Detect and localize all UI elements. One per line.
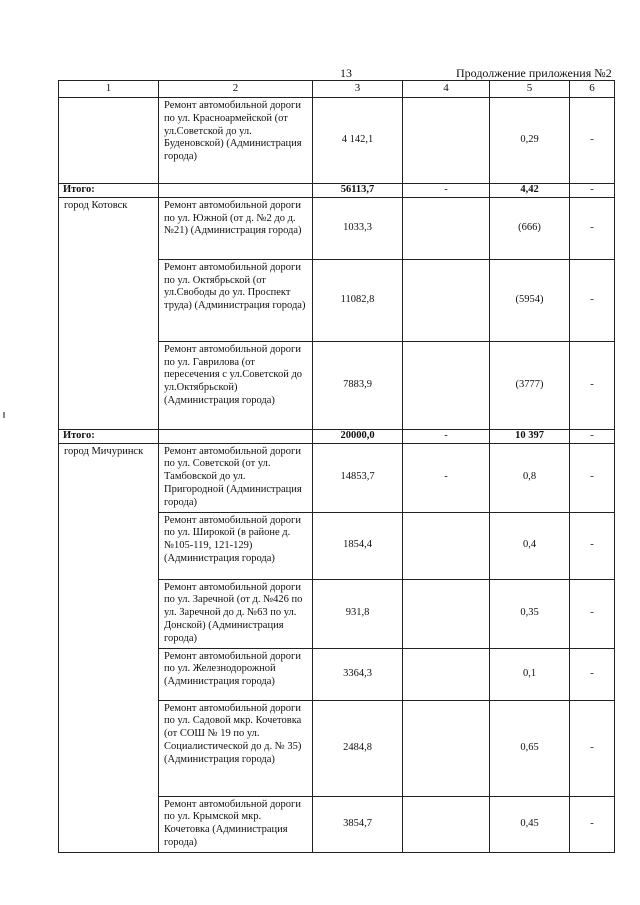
- road-name-cell: Ремонт автомобильной дороги по ул. Крымской мкр. Кочетовка (Администрация города): [159, 796, 313, 852]
- length-cell: 0,1: [490, 648, 570, 700]
- column-4-cell: [403, 648, 490, 700]
- cost-cell: 2484,8: [313, 700, 403, 796]
- column-header-row: [59, 81, 615, 98]
- column-4-cell: [403, 259, 490, 341]
- length-cell: 0,29: [490, 98, 570, 184]
- column-4-cell: [403, 796, 490, 852]
- cost-cell: 14853,7: [313, 443, 403, 512]
- road-name-cell: Ремонт автомобильной дороги по ул. Садовой мкр. Кочетовка (от СОШ № 19 по ул. Социалистической до д. № 35) (Администрация города): [159, 700, 313, 796]
- road-name-cell: Ремонт автомобильной дороги по ул. Широкой (в районе д. №105-119, 121-129) (Администрация города): [159, 512, 313, 579]
- length-cell: 0,4: [490, 512, 570, 579]
- column-6-cell: -: [570, 197, 615, 259]
- table-row: [59, 443, 615, 512]
- total-column-6: -: [570, 429, 615, 443]
- total-label: Итого:: [59, 429, 159, 443]
- column-4-cell: [403, 512, 490, 579]
- total-row: [59, 429, 615, 443]
- length-cell: 0,65: [490, 700, 570, 796]
- column-6-cell: -: [570, 796, 615, 852]
- cost-cell: 1854,4: [313, 512, 403, 579]
- column-header: 5: [490, 81, 570, 98]
- total-column-4: -: [403, 429, 490, 443]
- length-cell: 0,8: [490, 443, 570, 512]
- city-cell: город Котовск: [59, 197, 159, 429]
- empty-cell: [159, 184, 313, 198]
- road-name-cell: Ремонт автомобильной дороги по ул. Заречной (от д. №426 по ул. Заречной до д. №63 по ул. Донской) (Администрация города): [159, 579, 313, 648]
- margin-mark: [3, 412, 5, 418]
- length-cell: (5954): [490, 259, 570, 341]
- length-cell: (3777): [490, 341, 570, 429]
- column-6-cell: -: [570, 259, 615, 341]
- continuation-note: Продолжение приложения №2: [456, 66, 612, 80]
- table-row: [59, 98, 615, 184]
- length-cell: 0,35: [490, 579, 570, 648]
- city-cell: город Мичуринск: [59, 443, 159, 852]
- road-name-cell: Ремонт автомобильной дороги по ул. Южной (от д. №2 до д.№21) (Администрация города): [159, 197, 313, 259]
- column-4-cell: [403, 98, 490, 184]
- total-length: 10 397: [490, 429, 570, 443]
- cost-cell: 1033,3: [313, 197, 403, 259]
- road-name-cell: Ремонт автомобильной дороги по ул. Советской (от ул. Тамбовской до ул. Пригородной (Администрация города): [159, 443, 313, 512]
- cost-cell: 11082,8: [313, 259, 403, 341]
- column-6-cell: -: [570, 443, 615, 512]
- column-4-cell: [403, 700, 490, 796]
- column-4-cell: [403, 579, 490, 648]
- total-column-6: -: [570, 184, 615, 198]
- total-length: 4,42: [490, 184, 570, 198]
- column-header: 3: [313, 81, 403, 98]
- column-4-cell: [403, 197, 490, 259]
- length-cell: (666): [490, 197, 570, 259]
- column-6-cell: -: [570, 341, 615, 429]
- column-6-cell: -: [570, 579, 615, 648]
- cost-cell: 3854,7: [313, 796, 403, 852]
- cost-cell: 3364,3: [313, 648, 403, 700]
- road-name-cell: Ремонт автомобильной дороги по ул. Железнодорожной (Администрация города): [159, 648, 313, 700]
- column-6-cell: -: [570, 700, 615, 796]
- road-name-cell: Ремонт автомобильной дороги по ул. Гаврилова (от пересечения с ул.Советской до ул.Октябрьской) (Администрация города): [159, 341, 313, 429]
- cost-cell: 7883,9: [313, 341, 403, 429]
- column-6-cell: -: [570, 512, 615, 579]
- table-row: [59, 197, 615, 259]
- column-6-cell: -: [570, 98, 615, 184]
- column-4-cell: -: [403, 443, 490, 512]
- column-header: 4: [403, 81, 490, 98]
- roads-table: [58, 80, 615, 853]
- empty-cell: [159, 429, 313, 443]
- city-cell: [59, 98, 159, 184]
- total-cost: 56113,7: [313, 184, 403, 198]
- column-header: 2: [159, 81, 313, 98]
- page-number: 13: [340, 66, 352, 80]
- column-header: 6: [570, 81, 615, 98]
- cost-cell: 931,8: [313, 579, 403, 648]
- column-6-cell: -: [570, 648, 615, 700]
- column-header: 1: [59, 81, 159, 98]
- road-name-cell: Ремонт автомобильной дороги по ул. Октябрьской (от ул.Свободы до ул. Проспект труда) (Администрация города): [159, 259, 313, 341]
- column-4-cell: [403, 341, 490, 429]
- total-label: Итого:: [59, 184, 159, 198]
- road-name-cell: Ремонт автомобильной дороги по ул. Красноармейской (от ул.Советской до ул. Буденовской) (Администрация города): [159, 98, 313, 184]
- total-cost: 20000,0: [313, 429, 403, 443]
- cost-cell: 4 142,1: [313, 98, 403, 184]
- total-column-4: -: [403, 184, 490, 198]
- total-row: [59, 184, 615, 198]
- length-cell: 0,45: [490, 796, 570, 852]
